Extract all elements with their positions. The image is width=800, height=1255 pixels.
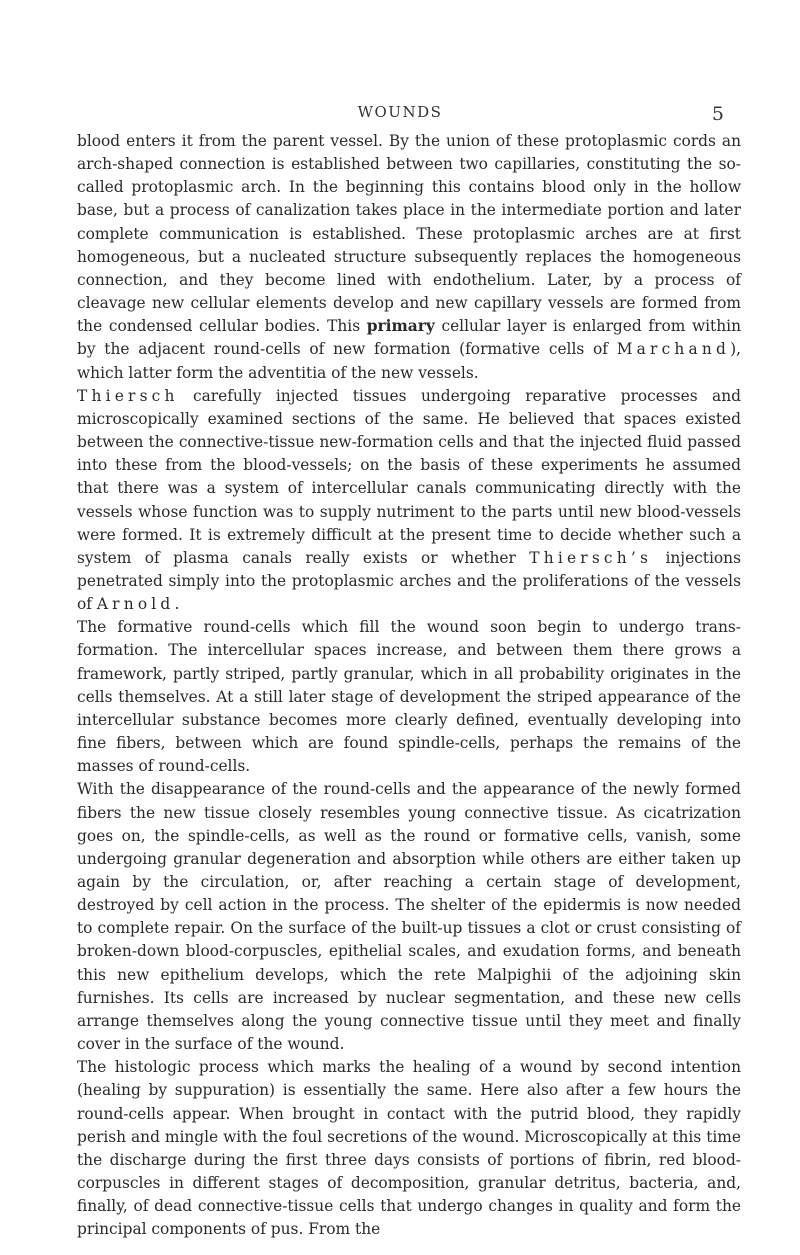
text-run: injections penetrated simply into the protoplasmic arches and the proliferations of the vessels of — [77, 548, 741, 614]
paragraph — [77, 1056, 741, 1241]
author-name: Arnold. — [96, 595, 184, 614]
text-run: ), which latter form the adventitia of the new vessels. — [77, 340, 741, 382]
author-name: Thiersch’s — [529, 548, 653, 567]
running-header — [0, 103, 800, 127]
text-run: With the disappearance of the round-cells and the appearance of the newly formed fibers the new tissue closely resembles young connective tissue. As cicatrization goes on, the spindle-cells, as well as the round or formative cells, vanish, some undergoing granular degeneration and absorption while others are either taken up again by the circulation, or, after reaching a certain stage of development, destroyed by cell action in the process. The shelter of the epidermis is now needed to complete repair. On the surface of the built-up tissues a clot or crust consisting of broken-down blood-corpuscles, epithelial scales, and exudation forms, and beneath this new epithelium develops, which the rete Malpighii of the adjoining skin furnishes. Its cells are increased by nuclear segmentation, and these new cells arrange themselves along the young connective tissue until they meet and finally cover in the surface of the wound. — [77, 780, 741, 1054]
page-number: 5 — [711, 103, 724, 125]
paragraph — [77, 385, 741, 617]
emphasis-term: primary — [366, 317, 435, 336]
text-run: carefully injected tissues undergoing reparative processes and microscopically examined sections of the same. He believed that spaces existed between the connective-tissue new-formation cells and that the injected fluid passed into these from the blood-vessels; on the basis of these experiments he assumed that there was a system of intercellular canals communicating directly with the vessels whose function was to supply nutriment to the parts until new blood-vessels were formed. It is extremely difficult at the present time to decide whether such a system of plasma canals really exists or whether — [77, 386, 741, 567]
body-text — [77, 130, 741, 1242]
author-name: Thiersch — [77, 386, 179, 405]
paragraph — [77, 778, 741, 1056]
text-run: cellular layer is enlarged from within by the adjacent round-cells of new formation (formative cells of — [77, 317, 741, 359]
text-run: The histologic process which marks the healing of a wound by second intention (healing by suppuration) is essentially the same. Here also after a few hours the round-cells appear. When brought in contact with the putrid blood, they rapidly perish and mingle with the foul secretions of the wound. Microscopically at this time the discharge during the first three days consists of portions of fibrin, red blood-corpuscles in different stages of decomposition, granular detritus, bacteria, and, finally, of dead connective-tissue cells that undergo changes in quality and form the principal components of pus. From the — [77, 1058, 741, 1239]
author-name: Marchand — [616, 340, 731, 359]
text-run: blood enters it from the parent vessel. By the union of these protoplasmic cords an arch-shaped connection is established between two capillaries, constituting the so-called protoplasmic arch. In the beginning this contains blood only in the hollow base, but a process of canalization takes place in the intermediate portion and later complete communication is established. These protoplasmic arches are at first homogeneous, but a nucleated structure subsequently replaces the homogeneous connection, and they become lined with endothelium. Later, by a process of cleavage new cellular elements develop and new capillary vessels are formed from the condensed cellular bodies. This — [77, 132, 741, 336]
paragraph — [77, 130, 741, 385]
paragraph — [77, 616, 741, 778]
text-run: The formative round-cells which fill the wound soon begin to undergo transformation. The intercellular spaces increase, and between them there grows a framework, partly striped, partly granular, which in all probability originates in the cells themselves. At a still later stage of development the striped appearance of the intercellular substance becomes more clearly defined, eventually developing into fine fibers, between which are found spindle-cells, perhaps the remains of the masses of round-cells. — [77, 618, 741, 776]
running-title: WOUNDS — [357, 103, 443, 121]
